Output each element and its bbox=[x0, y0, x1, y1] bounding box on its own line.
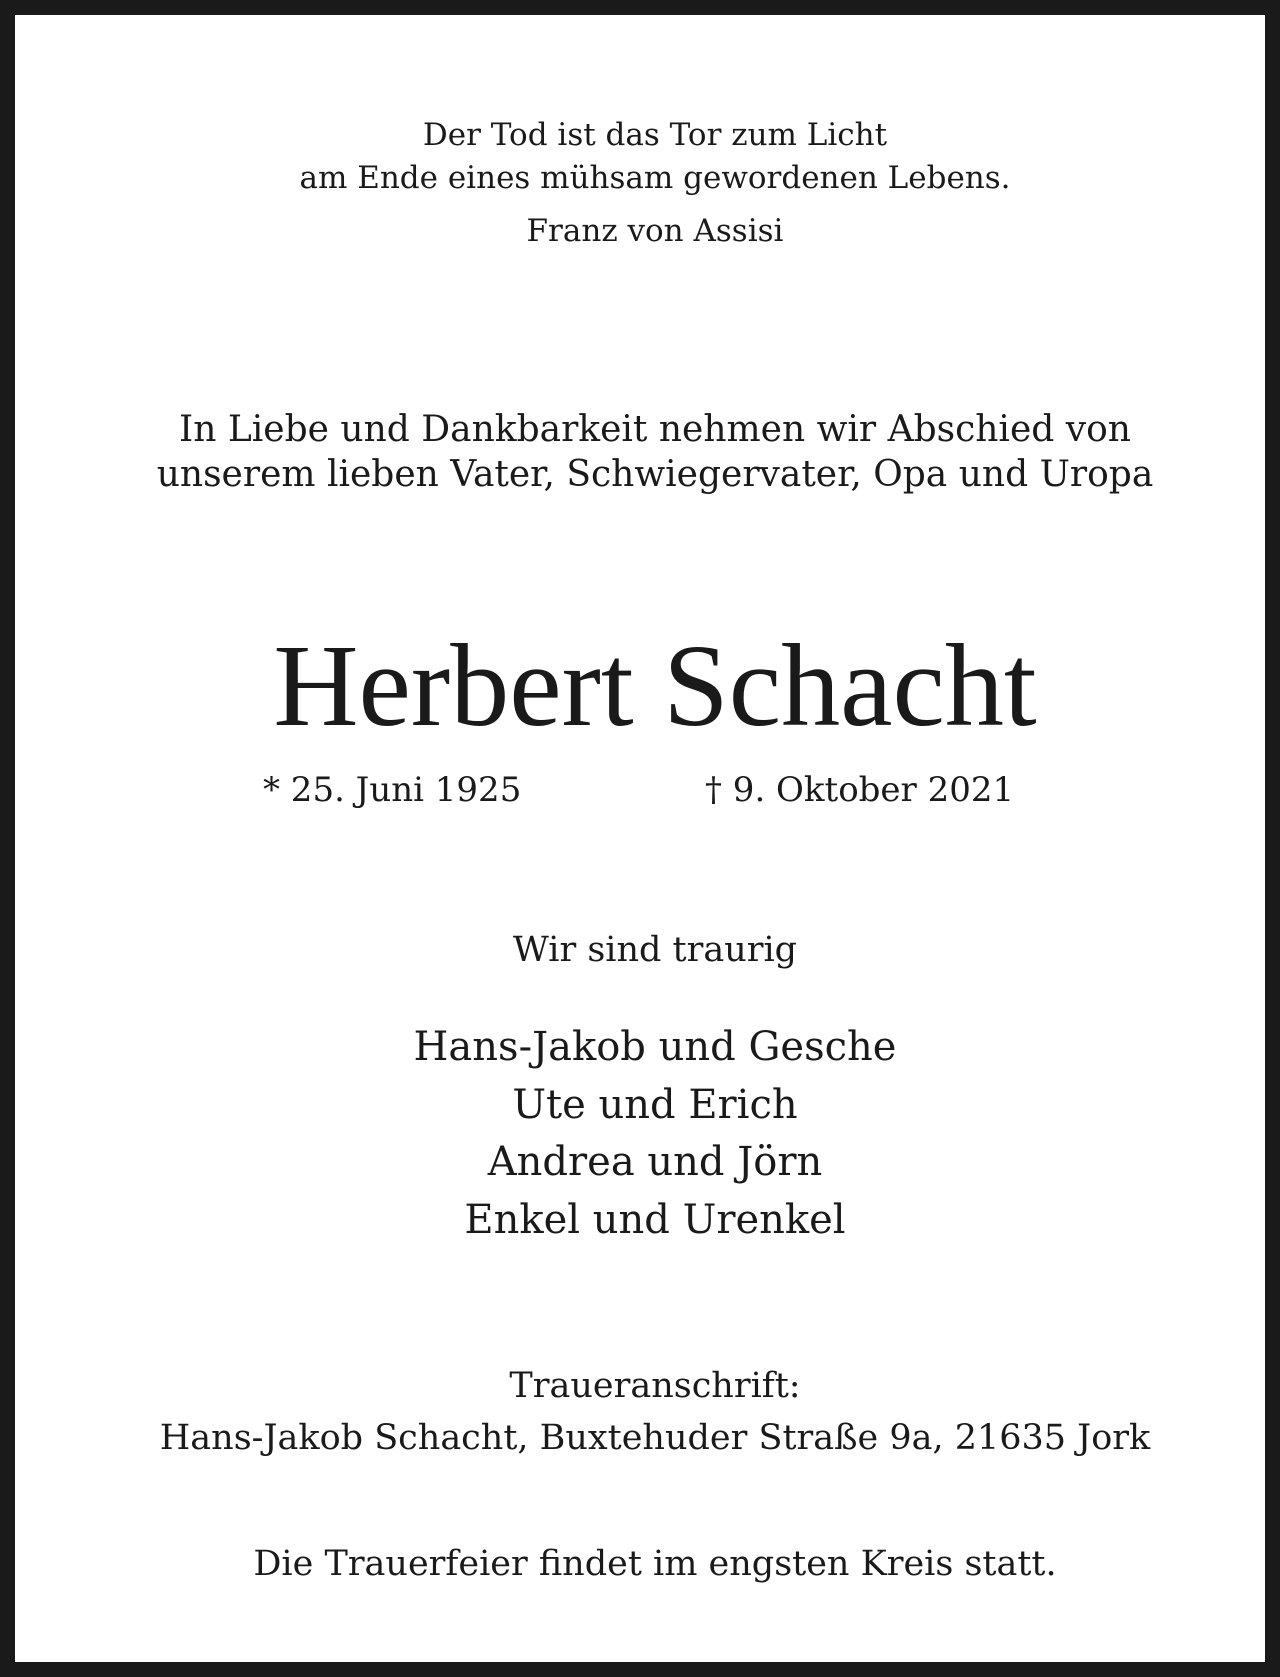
intro-line-2: unserem lieben Vater, Schwiegervater, Opa und Uropa bbox=[156, 454, 1154, 495]
intro-line-1: In Liebe und Dankbarkeit nehmen wir Abschied von bbox=[179, 409, 1131, 450]
mourner-name: Ute und Erich bbox=[512, 1082, 798, 1128]
deceased-name: Herbert Schacht bbox=[273, 620, 1037, 751]
mourner-name: Andrea und Jörn bbox=[487, 1139, 823, 1185]
motto-line-1: Der Tod ist das Tor zum Licht bbox=[422, 117, 888, 153]
address-text: Hans-Jakob Schacht, Buxtehuder Straße 9a, 21635 Jork bbox=[159, 1418, 1151, 1458]
mourners-intro: Wir sind traurig bbox=[512, 930, 798, 970]
mourner-name: Hans-Jakob und Gesche bbox=[413, 1024, 897, 1070]
address-label: Traueranschrift: bbox=[509, 1366, 801, 1406]
funeral-note: Die Trauerfeier findet im engsten Kreis statt. bbox=[253, 1544, 1057, 1584]
motto-author: Franz von Assisi bbox=[526, 213, 784, 249]
motto-line-2: am Ende eines mühsam gewordenen Lebens. bbox=[299, 160, 1011, 196]
mourner-name: Enkel und Urenkel bbox=[464, 1197, 846, 1243]
birth-date: * 25. Juni 1925 bbox=[263, 770, 522, 810]
death-date: † 9. Oktober 2021 bbox=[705, 770, 1015, 810]
